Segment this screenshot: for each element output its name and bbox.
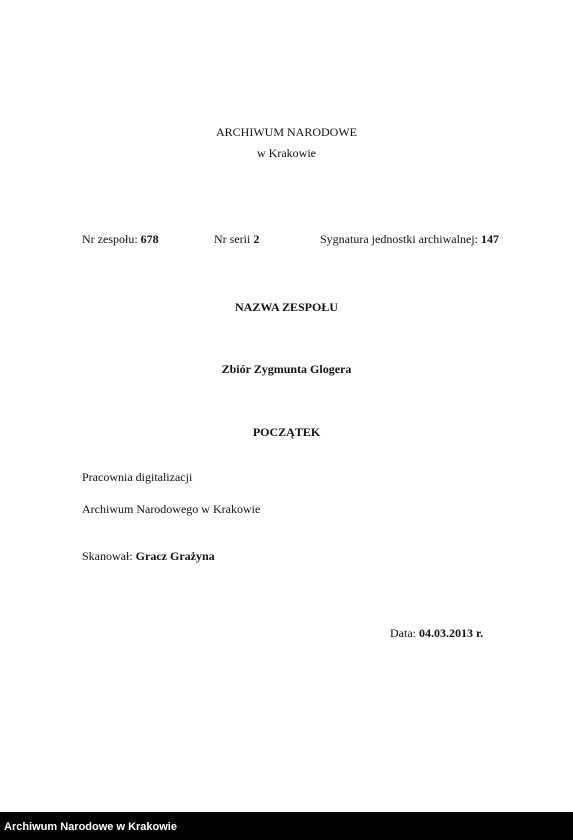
fond-number xyxy=(82,232,159,247)
fond-name: Zbiór Zygmunta Glogera xyxy=(221,362,352,376)
fond-number-value: 678 xyxy=(140,232,159,246)
start-heading: POCZĄTEK xyxy=(252,425,321,439)
scan-date-value: 04.03.2013 r. xyxy=(419,626,484,640)
scanned-by-label: Skanował: xyxy=(82,549,133,563)
series-number-label: Nr serii xyxy=(214,232,251,246)
institution-title: ARCHIWUM NARODOWE xyxy=(216,125,357,139)
footer-bar xyxy=(0,812,573,840)
footer-text: Archiwum Narodowe w Krakowie xyxy=(4,821,177,833)
fond-number-label: Nr zespołu: xyxy=(82,232,138,246)
archival-signature xyxy=(320,232,499,247)
fond-heading: NAZWA ZESPOŁU xyxy=(234,300,339,314)
workshop-line-1: Pracownia digitalizacji xyxy=(82,470,193,484)
scanned-by xyxy=(82,549,215,564)
series-number-value: 2 xyxy=(253,232,260,246)
scan-date xyxy=(390,626,483,641)
workshop-line-2: Archiwum Narodowego w Krakowie xyxy=(82,502,261,516)
archival-signature-value: 147 xyxy=(480,232,499,246)
archival-signature-label: Sygnatura jednostki archiwalnej: xyxy=(320,232,478,246)
institution-city: w Krakowie xyxy=(257,146,316,160)
series-number xyxy=(214,232,259,247)
scanned-by-name: Gracz Grażyna xyxy=(135,549,215,563)
scan-date-label: Data: xyxy=(390,626,416,640)
